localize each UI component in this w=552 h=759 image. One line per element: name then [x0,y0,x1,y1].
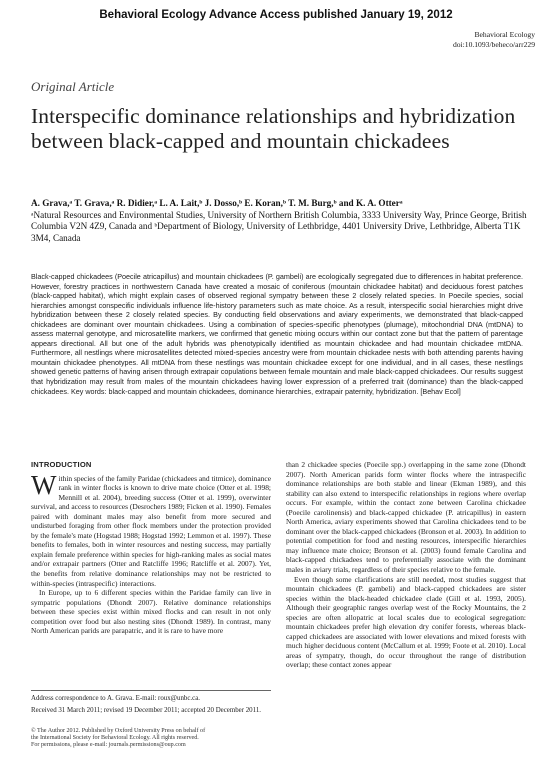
copyright-notice [31,728,271,750]
journal-name: Behavioral Ecology [474,30,535,39]
copyright-line-1: © The Author 2012. Published by Oxford University Press on behalf of [31,728,206,734]
doi: doi:10.1093/beheco/arr229 [452,39,535,49]
affiliations: ᵃNatural Resources and Environmental Studies, University of Northern British Columbia, 3333 University Way, Prince George, British Columbia V2N 4Z9, Canada and ᵇDepartment of Biology, University of Lethbridge, 4401 University Drive, Lethbridge, Alberta T1K 3M4, Canada [31,209,527,243]
author-list: A. Grava,ᵃ T. Grava,ᵃ R. Didier,ᵃ L. A. Lait,ᵇ J. Dosso,ᵇ E. Koran,ᵇ T. M. Burg,ᵇ and K. A. Otterᵃ [31,198,403,208]
received-dates: Received 31 March 2011; revised 19 December 2011; accepted 20 December 2011. [31,706,261,714]
publication-banner: Behavioral Ecology Advance Access published January 19, 2012 [99,9,453,21]
correspondence-text: Address correspondence to A. Grava. E-mail: roux@unbc.ca. [31,695,200,702]
footnotes [31,695,271,718]
column-left [31,460,271,636]
abstract: Black-capped chickadees (Poecile atricapillus) and mountain chickadees (P. gambeli) are ecologically segregated due to differences in habitat preference. However, forestry practices in northwestern Canada have created a mosaic of coniferous (mountain chickadee habitat) and deciduous forest patches (black-capped habitat), which might explain cases of observed regional sympatry between these 2 closely related species. In Poecile species, social hierarchies amongst conspecific individuals influence life-history parameters such as mate choice. As a result, interspecific social hierarchies might drive hybridization between these 2 closely related species. By conducting field observations and aviary experiments, we demonstrated that black-capped chickadees are dominant over mountain chickadees. Using a combination of species-specific phenotypes (plumage), mitochondrial DNA (mtDNA) to assess maternal genotype, and microsatellite markers, we confirmed that genetic mixing occurs within our contact zone but that the pattern of parentage appears directional. All but one of the adult hybrids was phenotypically identified as mountain chickadee and had mountain chickadee mtDNA. Furthermore, all nestlings where microsatellites detected mixed-species ancestry were from mountain chickadee nests with both attending parents having mountain chickadee phenotypes. All mtDNA from these nestlings was mountain chickadee except for one individual, and in all cases, these nestlings showed genetic patterns of having arisen through extrapair copulations between female mountain and male black-capped chickadees. Our results suggest that hybridization may result from males of the mountain chickadees having lower expression of a preferred trait (dominance) than the black-capped chickadees. Key words: black-capped and mountain chickadees, dominance hierarchies, extrapair paternity, hybridization. [Behav Ecol] [31,272,523,396]
journal-info [453,30,535,49]
intro-paragraph-1-text: ithin species of the family Paridae (chickadees and titmice), dominance rank in winter flocks is known to drive mate choice (Otter et al. 1998; Mennill et al. 2004), breeding success (Otter et al. 1999), overwinter survival, and access to resources (Desrochers 1989; Ficken et al. 1990). Females paired with dominant males may also benefit from more secured and undisturbed foraging from other flock members under the protection provided by the female's mate (Hogstad 1988; Hogstad 1992; Lemmon et al. 1997). These benefits to females, both in winter resources and nesting success, may partially explain female preference within species for high-ranking males as social mates and/or extrapair partners (Otter and Ratcliffe 1996; Ratcliffe et al. 2007). Yet, the benefits from relative dominance relationships may not be restricted to within-species (intraspecific) interactions. [31,473,271,588]
copyright-line-3: For permissions, please e-mail: journals.permissions@oup.com [31,742,186,749]
author-block [31,198,531,244]
drop-cap: W [31,469,57,500]
article-type: Original Article [31,79,115,94]
intro-paragraph-4: Even though some clarifications are still needed, most studies suggest that mountain chickadees (P. gambeli) and black-capped chickadees are sister species within the black-headed chickadee clade (Gill et al. 1993, 2005). Although their geographic ranges overlap west of the Rocky Mountains, the 2 species are often allopatric at local scales due to ecological segregation: mountain chickadees prefer high elevation dry conifer forests, whereas black-capped chickadees are associated with lower elevations and mixed forests with much higher deciduous content (McCallum et al. 1999; Foote et al. 2010). Local areas of sympatry, though, do occur throughout the range of distribution overlap; these contact zones appear [286,574,526,670]
column-right [286,460,526,670]
intro-paragraph-1 [31,469,271,589]
correspondence-note [31,695,271,704]
intro-paragraph-3: than 2 chickadee species (Poecile spp.) overlapping in the same zone (Dhondt 2007). North American parids form winter flocks where the intraspecific dominance relationships are both stable and linear (Ekman 1989), and this stability can also extend to interspecific relationships in regions where overlap occurs. For example, within the contact zone between Carolina chickadee (Poecile carolinensis) and black-capped chickadee (P. atricapillus) in eastern North America, aviary experiments showed that Carolina chickadees tend to be dominant over the black-capped chickadees (Bronson et al. 2003). In addition to potential competition for food and nesting resources, interspecific hierarchies may influence mate choice; Bronson et al. (2003) found female Carolina and black-capped chickadees tend to preferentially associate with the dominant males in aviary trials, regardless of their species relative to the female. [286,460,526,575]
copyright-line-2: the International Society for Behavioral Ecology. All rights reserved. [31,735,199,742]
intro-paragraph-2: In Europe, up to 6 different species within the Paridae family can live in sympatric populations (Dhondt 2007). Relative dominance relationships between these species exist within mixed flocks and can result in not only competition over food but also nesting sites (Dhondt 1989). In contrast, many North American parids are parapatric, and it is rare to have more [31,588,271,636]
article-title: Interspecific dominance relationships and hybridization between black-capped and mountain chickadees [31,104,516,153]
footnote-divider [31,690,271,691]
section-heading: INTRODUCTION [31,460,92,469]
